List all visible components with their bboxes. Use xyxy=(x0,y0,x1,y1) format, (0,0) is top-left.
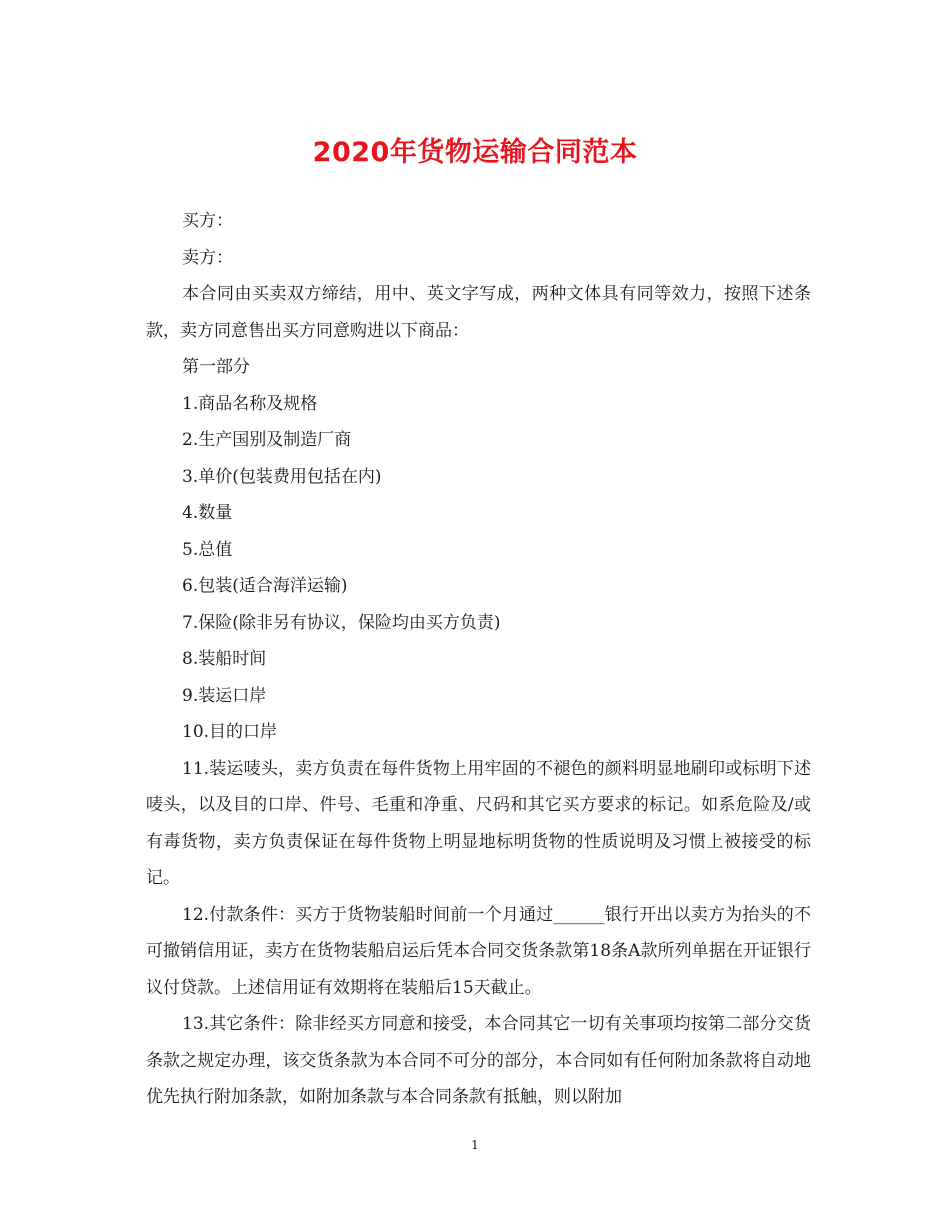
clause-item: 8.装船时间 xyxy=(182,649,267,669)
clause-payment-terms: 12.付款条件：买方于货物装船时间前一个月通过______银行开出以卖方为抬头的不可撤销信用证，卖方在货物装船启运后凭本合同交货条款第18条A款所列单据在开证银行议付贷款。上述信用证有效期将在装船后15天截止。 xyxy=(146,904,811,998)
clause-item: 6.包装(适合海洋运输) xyxy=(182,576,348,596)
document-body xyxy=(146,203,811,1116)
clause-item: 9.装运口岸 xyxy=(182,685,267,706)
clause-item: 2.生产国别及制造厂商 xyxy=(182,430,352,450)
document-title: 2020年货物运输合同范本 xyxy=(312,137,638,168)
clause-item: 10.目的口岸 xyxy=(182,722,278,742)
paragraph-intro: 本合同由买卖双方缔结，用中、英文字写成，两种文体具有同等效力，按照下述条款，卖方同意售出买方同意购进以下商品： xyxy=(146,284,811,341)
clause-item: 4.数量 xyxy=(182,503,233,523)
clause-item: 7.保险(除非另有协议，保险均由买方负责) xyxy=(182,612,501,633)
clause-item: 3.单价(包装费用包括在内) xyxy=(182,466,382,487)
clause-item: 1.商品名称及规格 xyxy=(182,393,318,414)
clause-shipping-marks: 11.装运唛头，卖方负责在每件货物上用牢固的不褪色的颜料明显地刷印或标明下述唛头，以及目的口岸、件号、毛重和净重、尺码和其它买方要求的标记。如系危险及/或有毒货物，卖方负责保证在每件货物上明显地标明货物的性质说明及习惯上被接受的标记。 xyxy=(146,758,811,888)
page-number: 1 xyxy=(471,1138,479,1152)
section-heading: 第一部分 xyxy=(182,357,250,377)
paragraph-seller: 卖方： xyxy=(182,247,233,268)
clause-other-conditions: 13.其它条件：除非经买方同意和接受，本合同其它一切有关事项均按第二部分交货条款之规定办理，该交货条款为本合同不可分的部分，本合同如有任何附加条款将自动地优先执行附加条款，如附加条款与本合同条款有抵触，则以附加 xyxy=(146,1014,811,1107)
paragraph-buyer: 买方： xyxy=(182,211,233,231)
clause-item: 5.总值 xyxy=(182,539,233,560)
